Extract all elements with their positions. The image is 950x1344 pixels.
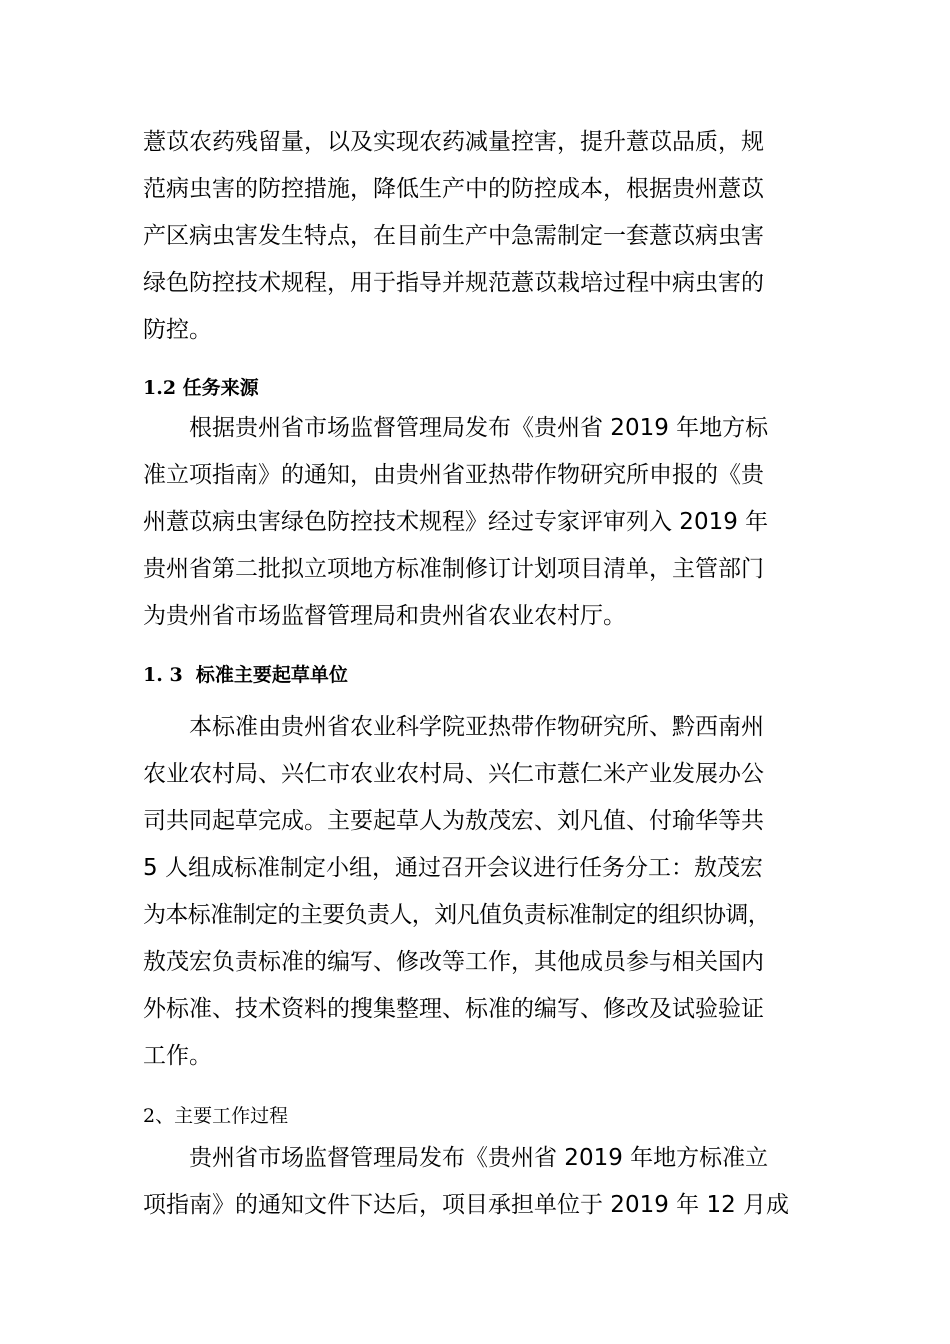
paragraph-intro-continued [143,119,807,354]
paragraph-line: 项指南》的通知文件下达后，项目承担单位于 2019 年 12 月成 [143,1192,790,1218]
paragraph-line: 防控。 [143,317,212,343]
paragraph-line: 为本标准制定的主要负责人，刘凡值负责标准制定的组织协调， [143,902,771,928]
paragraph-line: 范病虫害的防控措施，降低生产中的防控成本，根据贵州薏苡 [143,176,764,202]
paragraph-line: 工作。 [143,1043,212,1069]
paragraph-line: 为贵州省市场监督管理局和贵州省农业农村厅。 [143,603,626,629]
section-heading-drafting-units: 1. 3 标准主要起草单位 [143,664,348,686]
paragraph-drafting-units [143,704,807,1080]
paragraph-line: 准立项指南》的通知，由贵州省亚热带作物研究所申报的《贵 [143,462,764,488]
paragraph-line: 贵州省市场监督管理局发布《贵州省 2019 年地方标准立 [189,1145,769,1171]
paragraph-line: 薏苡农药残留量，以及实现农药减量控害，提升薏苡品质，规 [143,129,764,155]
paragraph-work-process [143,1135,807,1229]
paragraph-line: 司共同起草完成。主要起草人为敖茂宏、刘凡值、付瑜华等共 [143,808,764,834]
paragraph-line: 绿色防控技术规程，用于指导并规范薏苡栽培过程中病虫害的 [143,270,764,296]
paragraph-line: 产区病虫害发生特点，在目前生产中急需制定一套薏苡病虫害 [143,223,764,249]
paragraph-line: 贵州省第二批拟立项地方标准制修订计划项目清单，主管部门 [143,556,764,582]
paragraph-line: 本标准由贵州省农业科学院亚热带作物研究所、黔西南州 [189,714,764,740]
paragraph-line: 农业农村局、兴仁市农业农村局、兴仁市薏仁米产业发展办公 [143,761,764,787]
paragraph-line: 5 人组成标准制定小组，通过召开会议进行任务分工：敖茂宏 [143,855,763,881]
paragraph-line: 外标准、技术资料的搜集整理、标准的编写、修改及试验验证 [143,996,764,1022]
paragraph-task-source [143,405,807,640]
paragraph-line: 敖茂宏负责标准的编写、修改等工作，其他成员参与相关国内 [143,949,764,975]
paragraph-line: 州薏苡病虫害绿色防控技术规程》经过专家评审列入 2019 年 [143,509,769,535]
section-heading-main-work-process: 2、主要工作过程 [143,1105,289,1127]
paragraph-line: 根据贵州省市场监督管理局发布《贵州省 2019 年地方标 [189,415,769,441]
section-heading-task-source: 1.2 任务来源 [143,377,259,399]
